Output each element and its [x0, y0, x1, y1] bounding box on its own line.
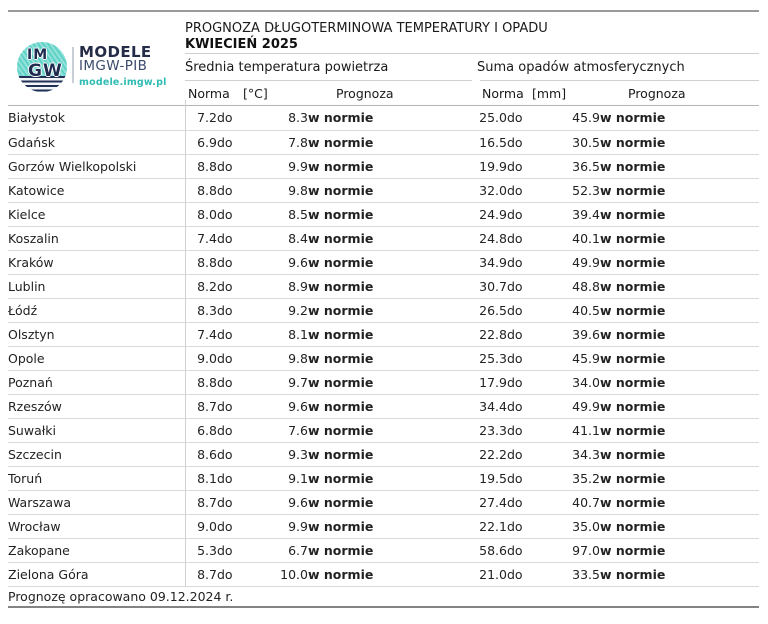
temp-norm-max-cell: 7.6 [270, 418, 308, 442]
temp-norm-min-cell: 8.3 [185, 298, 217, 322]
city-cell: Lublin [8, 274, 185, 298]
temp-prognoza-label: Prognoza [336, 86, 394, 101]
temp-norm-min-cell: 8.7 [185, 490, 217, 514]
footer-note: Prognozę opracowano 09.12.2024 r. [8, 589, 234, 604]
precip-norm-max-cell: 49.9 [560, 394, 600, 418]
city-cell: Rzeszów [8, 394, 185, 418]
precip-forecast-cell: w normie [600, 226, 759, 250]
city-cell: Gorzów Wielkopolski [8, 154, 185, 178]
brand-name: MODELE [79, 43, 152, 61]
city-cell: Poznań [8, 370, 185, 394]
precip-unit-label: [mm] [532, 86, 567, 101]
temp-norm-min-cell: 9.0 [185, 346, 217, 370]
temp-norm-max-cell: 9.6 [270, 250, 308, 274]
temp-do-cell: do [217, 274, 270, 298]
precip-do-cell: do [507, 346, 560, 370]
temp-do-cell: do [217, 106, 270, 130]
city-cell: Kraków [8, 250, 185, 274]
precip-forecast-cell: w normie [600, 298, 759, 322]
precip-norm-max-cell: 52.3 [560, 178, 600, 202]
table-row [8, 130, 759, 154]
table-row [8, 298, 759, 322]
precipitation-group-header: Suma opadów atmosferycznych [477, 60, 685, 75]
temp-forecast-cell: w normie [308, 250, 470, 274]
precip-norm-max-cell: 33.5 [560, 562, 600, 586]
temp-do-cell: do [217, 514, 270, 538]
temp-norm-min-cell: 7.4 [185, 322, 217, 346]
temp-forecast-cell: w normie [308, 418, 470, 442]
precip-do-cell: do [507, 226, 560, 250]
precip-norm-min-cell: 25.3 [470, 346, 507, 370]
city-cell: Gdańsk [8, 130, 185, 154]
temp-forecast-cell: w normie [308, 442, 470, 466]
precip-norm-min-cell: 30.7 [470, 274, 507, 298]
precip-norm-min-cell: 34.9 [470, 250, 507, 274]
table-row [8, 250, 759, 274]
temp-do-cell: do [217, 418, 270, 442]
precip-forecast-cell: w normie [600, 106, 759, 130]
precip-norm-max-cell: 45.9 [560, 106, 600, 130]
top-divider [8, 10, 759, 12]
temp-do-cell: do [217, 370, 270, 394]
table-row [8, 538, 759, 562]
precip-norm-min-cell: 16.5 [470, 130, 507, 154]
temp-forecast-cell: w normie [308, 394, 470, 418]
temp-norm-min-cell: 5.3 [185, 538, 217, 562]
precip-forecast-cell: w normie [600, 466, 759, 490]
brand-org: IMGW-PIB [79, 58, 148, 74]
temp-forecast-cell: w normie [308, 202, 470, 226]
precip-norm-min-cell: 34.4 [470, 394, 507, 418]
temp-norm-min-cell: 8.6 [185, 442, 217, 466]
precip-norm-min-cell: 22.2 [470, 442, 507, 466]
brand-block [79, 45, 167, 90]
temp-unit-label: [°C] [243, 86, 268, 101]
precip-forecast-cell: w normie [600, 514, 759, 538]
bottom-divider [8, 606, 759, 608]
precip-do-cell: do [507, 394, 560, 418]
precip-forecast-cell: w normie [600, 562, 759, 586]
precip-norm-min-cell: 19.9 [470, 154, 507, 178]
city-cell: Toruń [8, 466, 185, 490]
table-row [8, 562, 759, 586]
table-row [8, 274, 759, 298]
precip-norm-min-cell: 19.5 [470, 466, 507, 490]
precip-do-cell: do [507, 514, 560, 538]
temp-do-cell: do [217, 130, 270, 154]
precip-norm-max-cell: 39.4 [560, 202, 600, 226]
temp-norm-min-cell: 8.8 [185, 154, 217, 178]
temp-norm-max-cell: 9.9 [270, 154, 308, 178]
temp-norm-min-cell: 8.7 [185, 394, 217, 418]
temp-forecast-cell: w normie [308, 322, 470, 346]
temp-do-cell: do [217, 322, 270, 346]
temp-do-cell: do [217, 466, 270, 490]
precip-do-cell: do [507, 490, 560, 514]
temp-do-cell: do [217, 562, 270, 586]
table-row [8, 514, 759, 538]
precip-do-cell: do [507, 202, 560, 226]
temp-forecast-cell: w normie [308, 154, 470, 178]
temp-norm-min-cell: 8.7 [185, 562, 217, 586]
precip-do-cell: do [507, 442, 560, 466]
temp-norm-max-cell: 9.6 [270, 490, 308, 514]
city-cell: Łódź [8, 298, 185, 322]
temp-forecast-cell: w normie [308, 370, 470, 394]
temp-norm-min-cell: 7.2 [185, 106, 217, 130]
page-title: PROGNOZA DŁUGOTERMINOWA TEMPERATURY I OPADU [185, 21, 548, 36]
precip-norm-min-cell: 23.3 [470, 418, 507, 442]
precip-norm-min-cell: 21.0 [470, 562, 507, 586]
table-row [8, 370, 759, 394]
table-row [8, 154, 759, 178]
precip-forecast-cell: w normie [600, 154, 759, 178]
title-divider [185, 53, 759, 54]
precip-forecast-cell: w normie [600, 394, 759, 418]
temp-forecast-cell: w normie [308, 106, 470, 130]
precip-prognoza-label: Prognoza [628, 86, 686, 101]
temp-norm-min-cell: 6.9 [185, 130, 217, 154]
precip-norm-max-cell: 41.1 [560, 418, 600, 442]
precip-forecast-cell: w normie [600, 346, 759, 370]
temp-norm-max-cell: 9.6 [270, 394, 308, 418]
precip-norm-max-cell: 30.5 [560, 130, 600, 154]
precip-forecast-cell: w normie [600, 370, 759, 394]
table-row [8, 106, 759, 130]
city-cell: Szczecin [8, 442, 185, 466]
temp-norm-max-cell: 9.8 [270, 346, 308, 370]
precip-forecast-cell: w normie [600, 538, 759, 562]
page-subtitle-month: KWIECIEŃ 2025 [185, 36, 298, 52]
precip-forecast-cell: w normie [600, 202, 759, 226]
precip-do-cell: do [507, 418, 560, 442]
precip-forecast-cell: w normie [600, 130, 759, 154]
temp-do-cell: do [217, 442, 270, 466]
temp-do-cell: do [217, 154, 270, 178]
temp-norm-max-cell: 8.5 [270, 202, 308, 226]
table-row [8, 394, 759, 418]
precip-forecast-cell: w normie [600, 274, 759, 298]
temp-do-cell: do [217, 394, 270, 418]
precipitation-group-divider [480, 80, 759, 81]
temp-norm-min-cell: 7.4 [185, 226, 217, 250]
precip-norm-min-cell: 17.9 [470, 370, 507, 394]
logo-divider [72, 47, 74, 83]
table-row [8, 226, 759, 250]
temp-do-cell: do [217, 178, 270, 202]
precip-norm-min-cell: 24.9 [470, 202, 507, 226]
city-cell: Opole [8, 346, 185, 370]
temp-do-cell: do [217, 202, 270, 226]
temp-forecast-cell: w normie [308, 490, 470, 514]
city-cell: Zakopane [8, 538, 185, 562]
imgw-logo-im-text: IM [27, 47, 49, 63]
precip-norm-max-cell: 49.9 [560, 250, 600, 274]
precip-norm-max-cell: 36.5 [560, 154, 600, 178]
table-row [8, 346, 759, 370]
temp-norm-min-cell: 8.8 [185, 370, 217, 394]
temp-norm-min-cell: 6.8 [185, 418, 217, 442]
precip-do-cell: do [507, 250, 560, 274]
precip-do-cell: do [507, 322, 560, 346]
precip-norm-max-cell: 39.6 [560, 322, 600, 346]
temp-norm-min-cell: 8.2 [185, 274, 217, 298]
precip-do-cell: do [507, 106, 560, 130]
precip-norm-min-cell: 26.5 [470, 298, 507, 322]
table-row [8, 442, 759, 466]
precip-do-cell: do [507, 562, 560, 586]
forecast-table [8, 106, 759, 587]
precip-norm-max-cell: 35.0 [560, 514, 600, 538]
temp-norm-min-cell: 9.0 [185, 514, 217, 538]
precip-norm-max-cell: 45.9 [560, 346, 600, 370]
precip-norm-max-cell: 40.7 [560, 490, 600, 514]
precip-norm-max-cell: 35.2 [560, 466, 600, 490]
precip-do-cell: do [507, 538, 560, 562]
temp-norm-max-cell: 7.8 [270, 130, 308, 154]
temp-norm-max-cell: 9.8 [270, 178, 308, 202]
imgw-logo-icon [17, 42, 67, 92]
page-title-block [185, 21, 548, 52]
city-cell: Katowice [8, 178, 185, 202]
temp-do-cell: do [217, 250, 270, 274]
city-cell: Białystok [8, 106, 185, 130]
precip-forecast-cell: w normie [600, 250, 759, 274]
precip-norm-max-cell: 34.0 [560, 370, 600, 394]
temp-forecast-cell: w normie [308, 130, 470, 154]
imgw-logo-gw-text: GW [28, 61, 63, 81]
temp-forecast-cell: w normie [308, 466, 470, 490]
table-row [8, 178, 759, 202]
temp-forecast-cell: w normie [308, 226, 470, 250]
precip-forecast-cell: w normie [600, 322, 759, 346]
temp-forecast-cell: w normie [308, 562, 470, 586]
precip-norm-max-cell: 48.8 [560, 274, 600, 298]
temp-forecast-cell: w normie [308, 538, 470, 562]
precip-forecast-cell: w normie [600, 418, 759, 442]
temp-norm-max-cell: 6.7 [270, 538, 308, 562]
temp-norm-max-cell: 9.3 [270, 442, 308, 466]
temp-norm-max-cell: 8.9 [270, 274, 308, 298]
brand-url: modele.imgw.pl [79, 77, 167, 88]
temp-norm-max-cell: 9.1 [270, 466, 308, 490]
city-cell: Kielce [8, 202, 185, 226]
precip-norm-min-cell: 58.6 [470, 538, 507, 562]
table-row [8, 322, 759, 346]
precip-norm-max-cell: 97.0 [560, 538, 600, 562]
temp-norma-label: Norma [188, 86, 230, 101]
temp-do-cell: do [217, 490, 270, 514]
city-cell: Koszalin [8, 226, 185, 250]
precip-norm-max-cell: 34.3 [560, 442, 600, 466]
precip-do-cell: do [507, 130, 560, 154]
city-cell: Zielona Góra [8, 562, 185, 586]
temp-forecast-cell: w normie [308, 346, 470, 370]
temp-norm-min-cell: 8.0 [185, 202, 217, 226]
precip-norm-max-cell: 40.1 [560, 226, 600, 250]
precip-do-cell: do [507, 370, 560, 394]
precip-do-cell: do [507, 466, 560, 490]
temp-norm-min-cell: 8.8 [185, 178, 217, 202]
temp-norm-min-cell: 8.1 [185, 466, 217, 490]
temp-do-cell: do [217, 298, 270, 322]
precip-norm-min-cell: 22.1 [470, 514, 507, 538]
precip-norm-min-cell: 25.0 [470, 106, 507, 130]
temp-forecast-cell: w normie [308, 274, 470, 298]
precip-norm-min-cell: 27.4 [470, 490, 507, 514]
precip-do-cell: do [507, 274, 560, 298]
temp-do-cell: do [217, 538, 270, 562]
precip-norm-min-cell: 24.8 [470, 226, 507, 250]
temp-forecast-cell: w normie [308, 514, 470, 538]
temp-norm-max-cell: 9.2 [270, 298, 308, 322]
temp-norm-max-cell: 8.4 [270, 226, 308, 250]
temperature-group-header: Średnia temperatura powietrza [185, 60, 389, 75]
table-row [8, 490, 759, 514]
temp-do-cell: do [217, 226, 270, 250]
precip-norm-max-cell: 40.5 [560, 298, 600, 322]
precip-forecast-cell: w normie [600, 178, 759, 202]
forecast-table-body [8, 106, 759, 586]
city-cell: Olsztyn [8, 322, 185, 346]
precip-do-cell: do [507, 298, 560, 322]
table-row [8, 466, 759, 490]
temp-norm-max-cell: 8.3 [270, 106, 308, 130]
temp-norm-max-cell: 9.7 [270, 370, 308, 394]
precip-do-cell: do [507, 178, 560, 202]
temp-norm-min-cell: 8.8 [185, 250, 217, 274]
city-cell: Warszawa [8, 490, 185, 514]
table-row [8, 202, 759, 226]
city-cell: Wrocław [8, 514, 185, 538]
precip-norm-min-cell: 32.0 [470, 178, 507, 202]
temp-norm-max-cell: 9.9 [270, 514, 308, 538]
precip-norma-label: Norma [482, 86, 524, 101]
precip-do-cell: do [507, 154, 560, 178]
temp-norm-max-cell: 10.0 [270, 562, 308, 586]
temperature-group-divider [185, 80, 472, 81]
precip-norm-min-cell: 22.8 [470, 322, 507, 346]
temp-norm-max-cell: 8.1 [270, 322, 308, 346]
table-row [8, 418, 759, 442]
precip-forecast-cell: w normie [600, 442, 759, 466]
temp-do-cell: do [217, 346, 270, 370]
temp-forecast-cell: w normie [308, 178, 470, 202]
city-cell: Suwałki [8, 418, 185, 442]
precip-forecast-cell: w normie [600, 490, 759, 514]
temp-forecast-cell: w normie [308, 298, 470, 322]
